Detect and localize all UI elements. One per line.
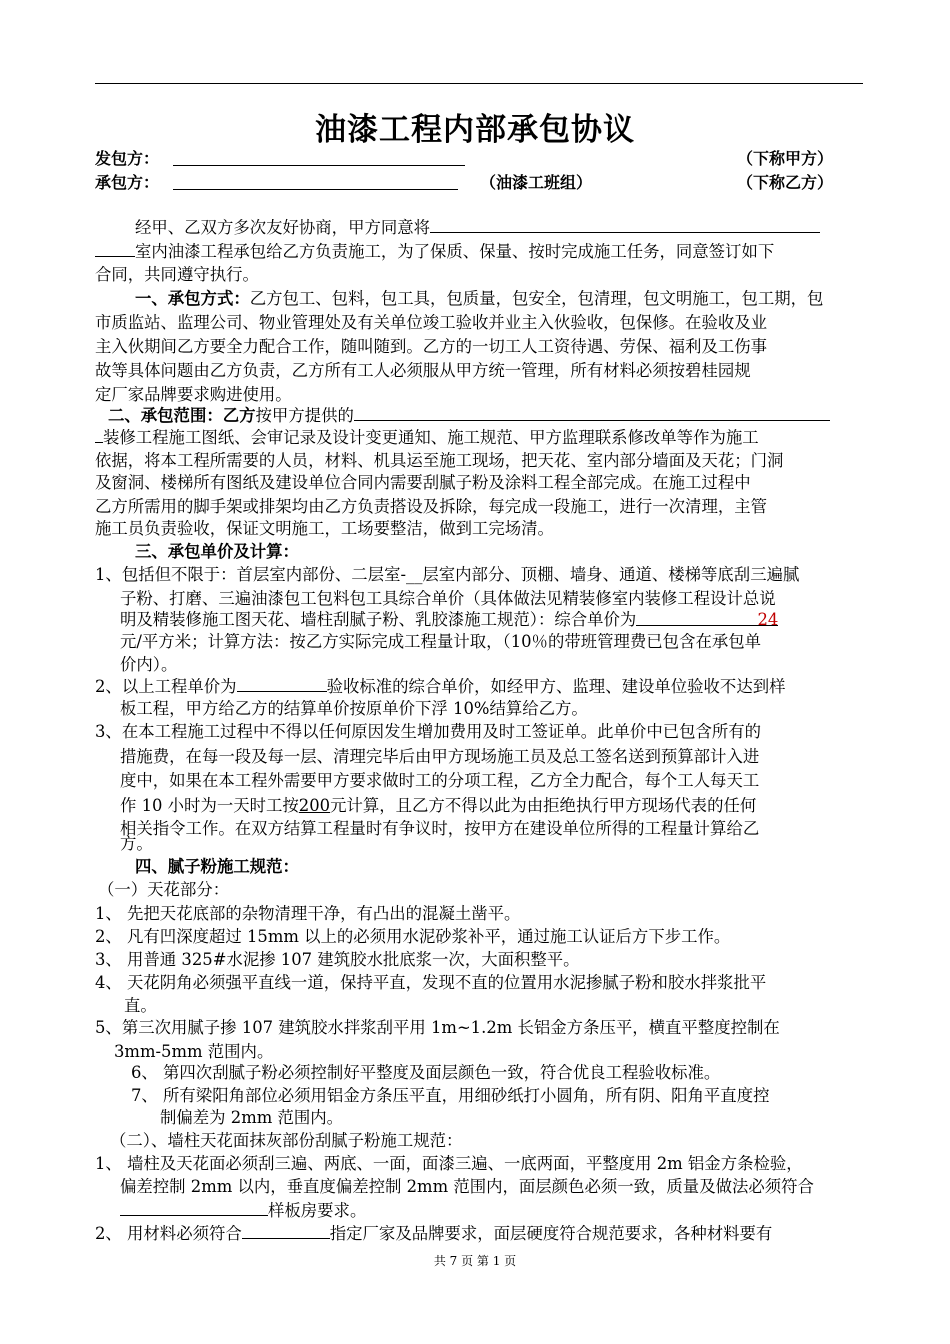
- text-line: 1、 先把天花底部的杂物清理干净，有凸出的混凝土凿平。: [95, 904, 521, 923]
- text-line: 1、 墙柱及天花面必须刮三遍、两底、一面，面漆三遍、一底两面，平整度用 2m 铝金方条检验，: [95, 1154, 803, 1173]
- text-line: 子粉、打磨、三遍油漆包工包料包工具综合单价（具体做法见精装修室内装修工程设计总说: [120, 589, 776, 608]
- section-4-heading: 四、腻子粉施工规范：: [135, 857, 299, 876]
- blank: [242, 1221, 330, 1239]
- party-b-note: （下称乙方）: [736, 173, 833, 192]
- text-line: 措施费，在每一段及每一层、清理完毕后由甲方现场施工员及总工签名送到预算部计入进: [120, 747, 760, 766]
- para-intro: 经甲、乙双方多次友好协商，甲方同意将: [135, 215, 820, 239]
- text-line: 价内）。: [120, 655, 178, 674]
- text-line: 市质监站、监理公司、物业管理处及有关单位竣工验收并业主入伙验收，包保修。在验收及业: [95, 313, 768, 332]
- text-line: 7、 所有梁阳角部位必须用铝金方条压平直，用细砂纸打小圆角，所有阴、阳角平直度控: [131, 1086, 770, 1105]
- section-3-heading: 三、承包单价及计算：: [135, 542, 299, 561]
- text-line: 3、在本工程施工过程中不得以任何原因发生增加费用及时工签证单。此单价中已包含所有的: [95, 722, 762, 741]
- section-2-heading: 二、承包范围：乙方: [108, 406, 256, 425]
- text-line: 1、包括但不限于：首层室内部份、二层室-__层室内部分、顶棚、墙身、通道、楼梯等底刮三遍腻: [95, 565, 800, 584]
- text-line: 主入伙期间乙方要全力配合工作，随叫随到。乙方的一切工人工资待遇、劳保、福利及工伤事: [95, 337, 768, 356]
- unit-price-field: [636, 608, 779, 629]
- text-line: 合同，共同遵守执行。: [95, 265, 259, 284]
- text-line: 2、 凡有凹深度超过 15mm 以上的必须用水泥砂浆补平，通过施工认证后方下步工作。: [95, 927, 731, 946]
- blank: [120, 1198, 268, 1216]
- party-a-label: 发包方：: [95, 149, 160, 168]
- text-line: 方。: [120, 834, 153, 853]
- blank: [95, 239, 135, 257]
- text-line: 定厂家品牌要求购进使用。: [95, 385, 292, 404]
- daily-rate: 200: [298, 796, 331, 815]
- text-line: 室内油漆工程承包给乙方负责施工，为了保质、保量、按时完成施工任务，同意签订如下: [95, 239, 774, 263]
- party-b-group: （油漆工班组）: [480, 173, 593, 192]
- header-rule: [95, 83, 863, 84]
- text-line: 板工程，甲方给乙方的结算单价按原单价下浮 10%结算给乙方。: [120, 699, 588, 718]
- text-line: 作 10 小时为一天时工按200元计算，且乙方不得以此为由拒绝执行甲方现场代表的任何: [120, 796, 757, 815]
- party-a-row: [95, 147, 863, 171]
- blank: [354, 403, 830, 421]
- project-blank: [430, 215, 820, 233]
- text-line: 4、 天花阴角必须强平直线一道，保持平直，发现不直的位置用水泥掺腻子粉和胶水拌浆批平: [95, 973, 767, 992]
- text-line: 6、 第四次刮腻子粉必须控制好平整度及面层颜色一致，符合优良工程验收标准。: [131, 1063, 721, 1082]
- text-line: 3mm-5mm 范围内。: [114, 1042, 274, 1061]
- text-line: 2、以上工程单价为 验收标准的综合单价，如经甲方、监理、建设单位验收不达到样: [95, 674, 786, 698]
- text-line: 相关指令工作。在双方结算工程量时有争议时，按甲方在建设单位所得的工程量计算给乙: [120, 819, 760, 838]
- party-b-blank: [173, 171, 458, 190]
- text-line: 施工员负责验收，保证文明施工，工场要整洁，做到工完场清。: [95, 519, 554, 538]
- text-line: 乙方所需用的脚手架或排架均由乙方负责搭设及拆除，每完成一段施工，进行一次清理，主管: [95, 497, 768, 516]
- text-line: 样板房要求。: [120, 1198, 366, 1222]
- text-line: 依据，将本工程所需要的人员，材料、机具运至施工现场，把天花、室内部分墙面及天花；门洞: [95, 451, 784, 470]
- blank: [95, 425, 103, 443]
- unit-price-value: 24: [757, 610, 779, 629]
- text-line: 5、第三次用腻子掺 107 建筑胶水拌浆刮平用 1m~1.2m 长铝金方条压平，横直平整度控制在: [95, 1018, 780, 1037]
- text-line: 故等具体问题由乙方负责，乙方所有工人必须服从甲方统一管理，所有材料必须按碧桂园规: [95, 361, 751, 380]
- text-line: 制偏差为 2mm 范围内。: [160, 1108, 344, 1127]
- text-line: 3、 用普通 325#水泥掺 107 建筑胶水批底浆一次，大面积整平。: [95, 950, 580, 969]
- party-b-label: 承包方：: [95, 173, 160, 192]
- section-1: 一、承包方式：乙方包工、包料，包工具，包质量，包安全，包清理，包文明施工，包工期，包: [135, 289, 824, 308]
- document-title: 油漆工程内部承包协议: [315, 112, 635, 148]
- text-line: 元/平方米；计算方法：按乙方实际完成工程量计取，（10％的带班管理费已包含在承包单: [120, 632, 762, 651]
- text-line: 2、 用材料必须符合 指定厂家及品牌要求，面层硬度符合规范要求，各种材料要有: [95, 1221, 772, 1245]
- text-line: 直。: [124, 996, 157, 1015]
- text-line: 明及精装修施工图天花、墙柱刮腻子粉、乳胶漆施工规范）：综合单价为 24: [120, 610, 779, 629]
- text-line: 装修工程施工图纸、会审记录及设计变更通知、施工规范、甲方监理联系修改单等作为施工: [95, 425, 759, 449]
- party-b-row: [95, 171, 863, 195]
- page-footer: 共 7 页 第 1 页: [433, 1254, 517, 1268]
- text-line: 度中，如果在本工程外需要甲方要求做时工的分项工程，乙方全力配合，每个工人每天工: [120, 771, 760, 790]
- party-a-note: （下称甲方）: [736, 149, 833, 168]
- blank: [237, 674, 327, 692]
- section-1-heading: 一、承包方式：: [135, 289, 250, 308]
- text-line: 及窗洞、楼梯所有图纸及建设单位合同内需要刮腻子粉及涂料工程全部完成。在施工过程中: [95, 473, 751, 492]
- subsection-heading: （二）、墙柱天花面抹灰部份刮腻子粉施工规范：: [110, 1131, 463, 1150]
- subsection-heading: （一）天花部分：: [98, 880, 230, 899]
- party-a-blank: [173, 147, 465, 166]
- text-line: 偏差控制 2mm 以内，垂直度偏差控制 2mm 范围内，面层颜色必须一致，质量及做法必须符合: [120, 1177, 814, 1196]
- section-2: 二、承包范围：乙方按甲方提供的: [108, 403, 830, 427]
